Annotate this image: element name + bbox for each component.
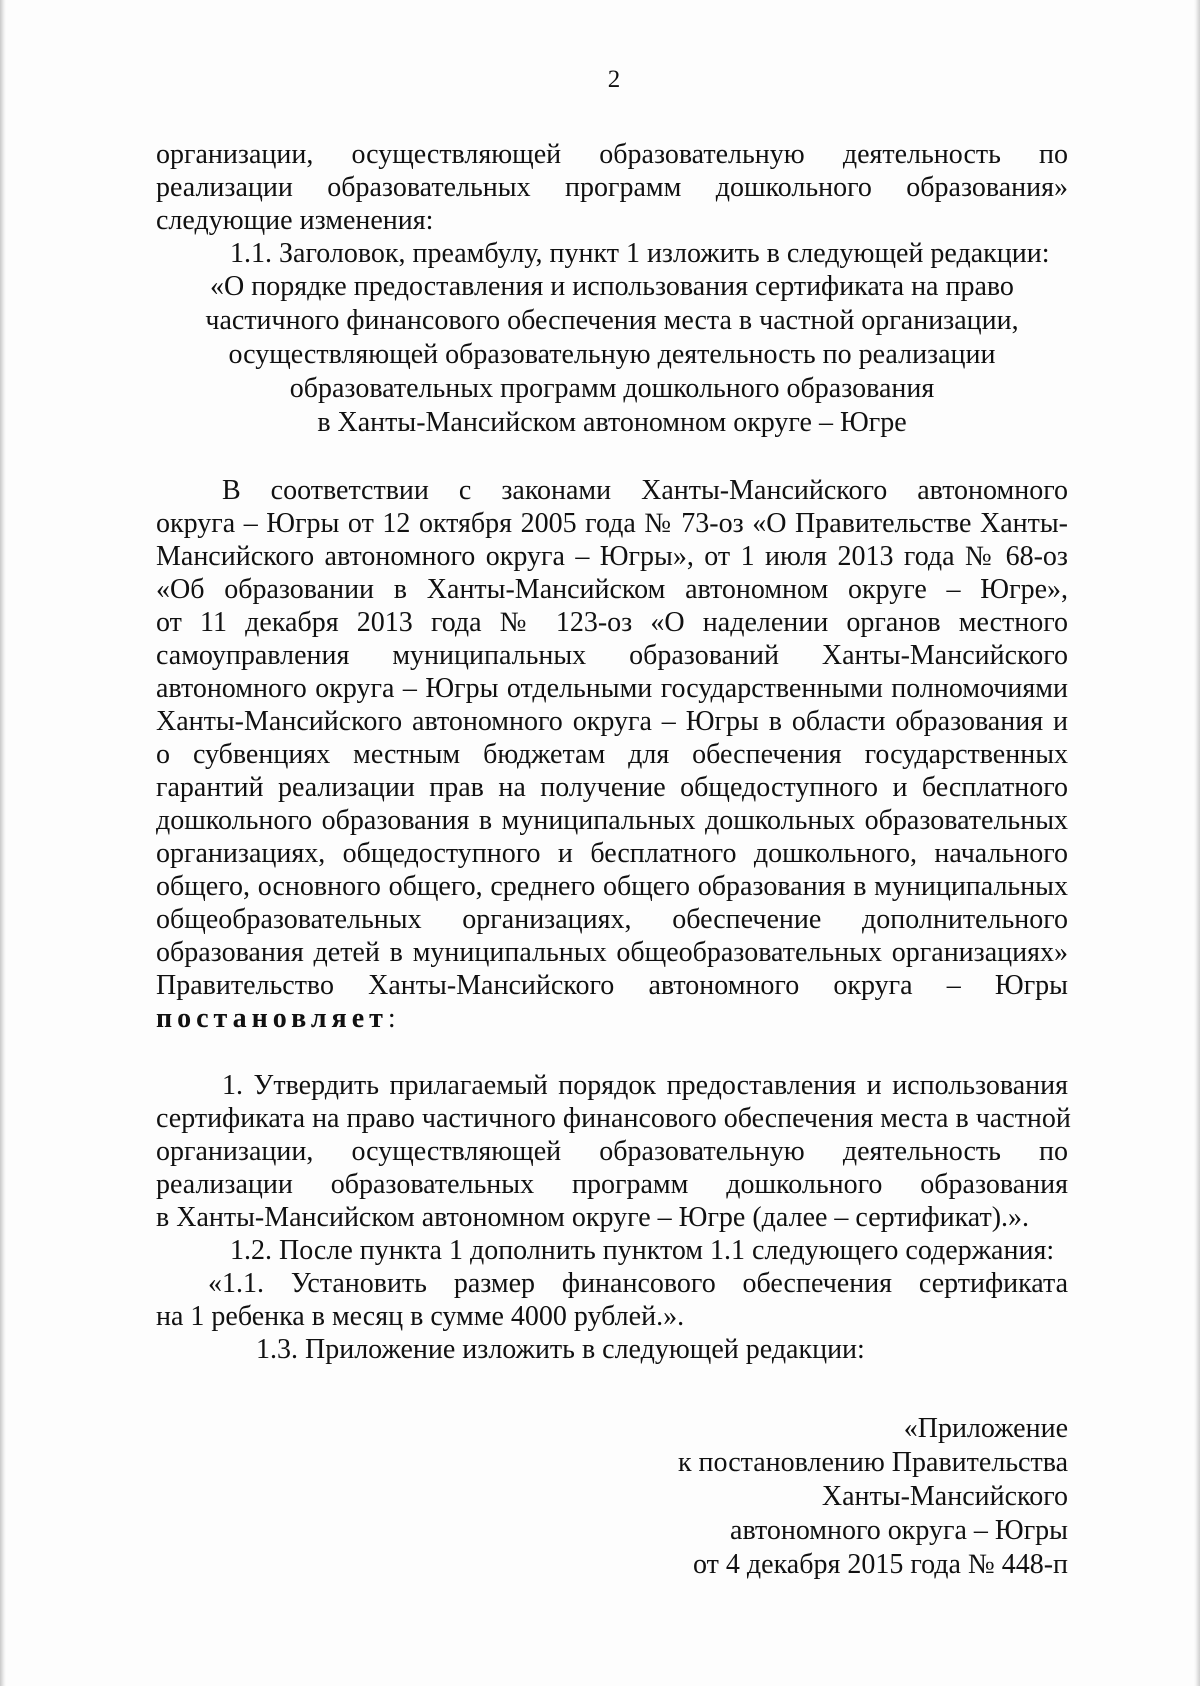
scan-edge-right xyxy=(1194,0,1200,1686)
text-line: округа – Югры от 12 октября 2005 года № 73-оз «О Правительстве Ханты- xyxy=(156,508,1068,539)
scan-edge-left xyxy=(0,0,6,1686)
text-line: гарантий реализации прав на получение общедоступного и бесплатного xyxy=(156,772,1068,803)
text-line: общего, основного общего, среднего общего образования в муниципальных xyxy=(156,871,1068,902)
text-line: Мансийского автономного округа – Югры», от 1 июля 2013 года № 68-оз xyxy=(156,541,1068,572)
item-1-2: 1.2. После пункта 1 дополнить пунктом 1.1 следующего содержания: xyxy=(230,1235,1055,1266)
text-line: организации, осуществляющей образовательную деятельность по xyxy=(156,139,1068,170)
text-line: реализации образовательных программ дошкольного образования xyxy=(156,1169,1068,1200)
appendix-line: «Приложение xyxy=(903,1413,1068,1444)
appendix-block xyxy=(156,1412,1068,1582)
text-line: В соответствии с законами Ханты-Мансийского автономного xyxy=(222,475,1068,506)
item-1-1-text xyxy=(156,1267,1068,1333)
page-number: 2 xyxy=(607,66,621,93)
preamble xyxy=(156,474,1068,1035)
text-line: от 11 декабря 2013 года № 123-оз «О наделении органов местного xyxy=(156,607,1068,638)
text-line: «Об образовании в Ханты-Мансийском автономном округе – Югре», xyxy=(156,574,1068,605)
text-line: организациях, общедоступного и бесплатного дошкольного, начального xyxy=(156,838,1068,869)
text-line: общеобразовательных организациях, обеспечение дополнительного xyxy=(156,904,1068,935)
decree-colon: : xyxy=(387,1003,396,1034)
title-line: «О порядке предоставления и использования сертификата на право xyxy=(210,271,1014,302)
text-line: «1.1. Установить размер финансового обеспечения сертификата xyxy=(208,1268,1068,1299)
decree-line xyxy=(156,1002,1068,1035)
document-body xyxy=(156,138,1071,1582)
title-line: частичного финансового обеспечения места в частной организации, xyxy=(205,305,1019,336)
spacer xyxy=(156,1035,1068,1069)
title-line: осуществляющей образовательную деятельность по реализации xyxy=(228,339,996,370)
appendix-line: Ханты-Мансийского xyxy=(821,1481,1068,1512)
text-line: дошкольного образования в муниципальных дошкольных образовательных xyxy=(156,805,1068,836)
text-line: в Ханты-Мансийском автономном округе – Югре (далее – сертификат).». xyxy=(156,1202,1030,1233)
item-1-1: 1.1. Заголовок, преамбулу, пункт 1 изложить в следующей редакции: xyxy=(230,238,1050,269)
text-line: на 1 ребенка в месяц в сумме 4000 рублей.». xyxy=(156,1301,685,1332)
text-line: Ханты-Мансийского автономного округа – Югры в области образования и xyxy=(156,706,1068,737)
appendix-line: к постановлению Правительства xyxy=(677,1447,1068,1478)
spacer xyxy=(156,440,1068,474)
text-line: автономного округа – Югры отдельными государственными полномочиями xyxy=(156,673,1068,704)
item-1 xyxy=(156,1069,1071,1234)
item-1-3: 1.3. Приложение изложить в следующей редакции: xyxy=(256,1334,865,1365)
text-line: образования детей в муниципальных общеобразовательных организациях» xyxy=(156,937,1068,968)
text-line: следующие изменения: xyxy=(156,205,434,236)
appendix-line: автономного округа – Югры xyxy=(730,1515,1068,1546)
text-line: самоуправления муниципальных образований Ханты-Мансийского xyxy=(156,640,1068,671)
spacer xyxy=(156,1366,1068,1412)
decree-word: постановляет xyxy=(156,1003,388,1034)
text-line: 1. Утвердить прилагаемый порядок предоставления и использования xyxy=(222,1070,1068,1101)
title-block xyxy=(156,270,1068,440)
text-line: Правительство Ханты-Мансийского автономного округа – Югры xyxy=(156,970,1068,1001)
text-line: реализации образовательных программ дошкольного образования» xyxy=(156,172,1068,203)
appendix-line: от 4 декабря 2015 года № 448-п xyxy=(693,1549,1068,1580)
title-line: в Ханты-Мансийском автономном округе – Югре xyxy=(317,407,907,438)
top-paragraph xyxy=(156,138,1068,237)
text-line: о субвенциях местным бюджетам для обеспечения государственных xyxy=(156,739,1068,770)
text-line: сертификата на право частичного финансового обеспечения места в частной xyxy=(156,1103,1071,1134)
text-line: организации, осуществляющей образовательную деятельность по xyxy=(156,1136,1068,1167)
title-line: образовательных программ дошкольного образования xyxy=(289,373,935,404)
